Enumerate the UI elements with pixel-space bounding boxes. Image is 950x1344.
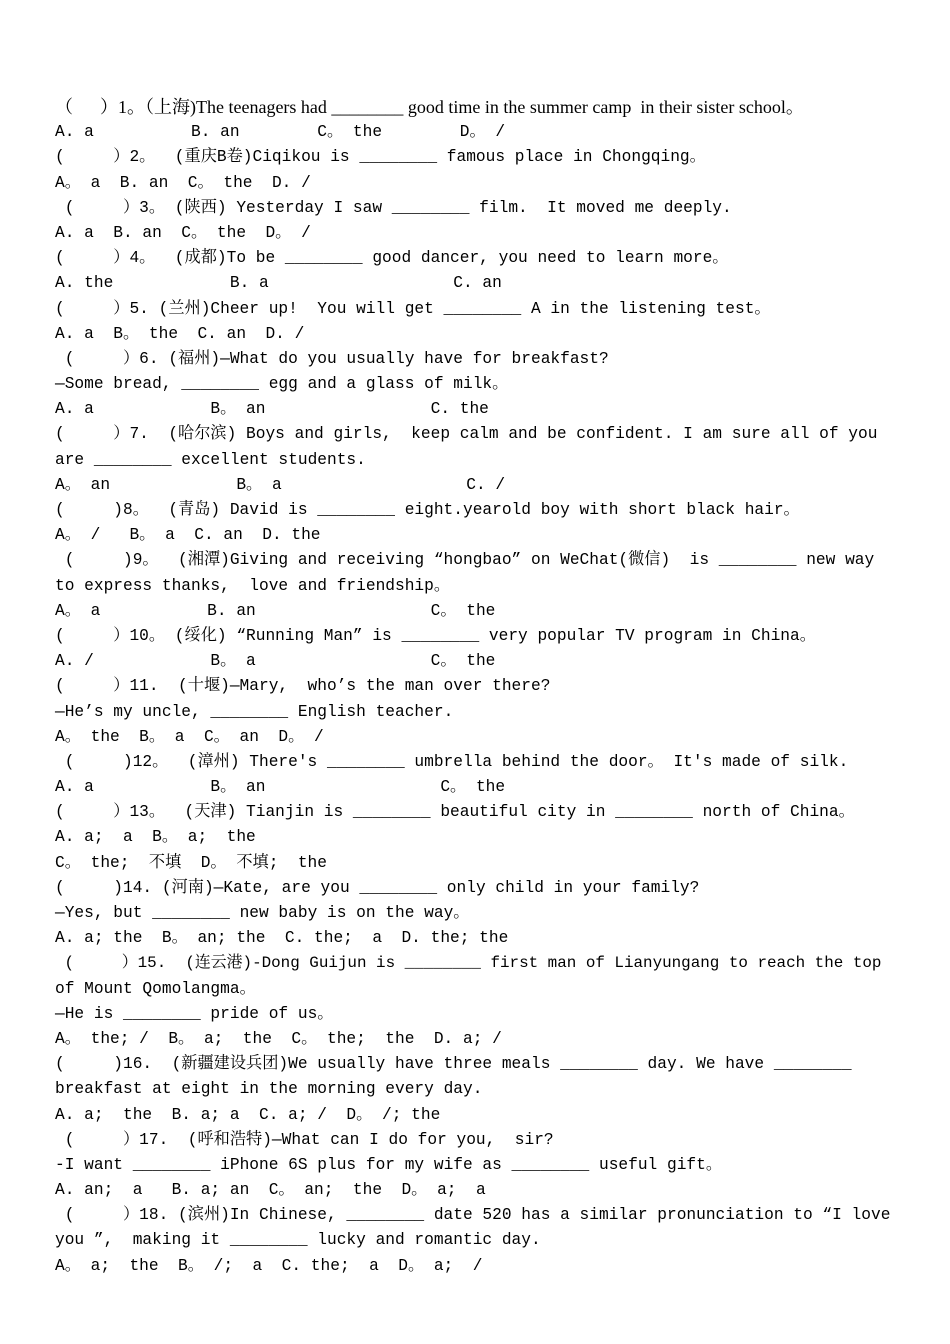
text-line: A。 a B. an C。 the	[55, 601, 496, 620]
text-line: A. an; a B. a; an C。 an; the D。 a; a	[55, 1181, 486, 1200]
text-line: are ________ excellent students.	[55, 450, 366, 469]
text-line: ( ）3。 (陕西) Yesterday I saw ________ film. It moved me deeply.	[55, 198, 732, 217]
text-line: A。 a; the B。 /; a C. the; a D。 a; /	[55, 1256, 483, 1275]
text-line: （ ）1。（上海)The teenagers had ________ good time in the summer camp in their sister school。	[55, 97, 804, 117]
text-line: ( ）15. (连云港)-Dong Guijun is ________ first man of Lianyungang to reach the top	[55, 954, 882, 973]
text-line: —Some bread, ________ egg and a glass of milk。	[55, 375, 509, 394]
text-line: ( ）4。 (成都)To be ________ good dancer, you need to learn more。	[55, 249, 729, 268]
text-line: A. / B。 a C。 the	[55, 652, 496, 671]
worksheet-page	[55, 95, 895, 1279]
text-line: A. a; a B。 a; the	[55, 828, 256, 847]
text-line: A. a B。 an C。 the	[55, 778, 506, 797]
text-line: A。 the B。 a C。 an D。 /	[55, 727, 324, 746]
text-line: ( )12。 (漳州) There's ________ umbrella behind the door。 It's made of silk.	[55, 752, 849, 771]
text-line: A. a; the B. a; a C. a; / D。 /; the	[55, 1105, 441, 1124]
text-line: A. a B。 the C. an D. /	[55, 324, 305, 343]
text-line: A. a; the B。 an; the C. the; a D. the; the	[55, 929, 509, 948]
text-line: —Yes, but ________ new baby is on the way。	[55, 904, 470, 922]
text-line: of Mount Qomolangma。	[55, 979, 256, 998]
text-line: A。 an B。 a C. /	[55, 475, 506, 494]
text-line: to express thanks, love and friendship。	[55, 576, 451, 595]
text-line: ( ）13。 (天津) Tianjin is ________ beautiful city in ________ north of China。	[55, 803, 855, 822]
text-line: —He is ________ pride of us。	[55, 1004, 334, 1023]
text-line: —He’s my uncle, ________ English teacher.	[55, 702, 454, 721]
text-line: ( ）6. (福州)—What do you usually have for breakfast?	[55, 349, 609, 368]
text-line: A. the B. a C. an	[55, 274, 502, 293]
text-line: you ”, making it ________ lucky and romantic day.	[55, 1231, 541, 1250]
text-line: -I want ________ iPhone 6S plus for my wife as ________ useful gift。	[55, 1155, 723, 1174]
text-line: ( ）5. (兰州)Cheer up! You will get ________ A in the listening test。	[55, 299, 771, 318]
text-line: ( ）17. (呼和浩特)—What can I do for you, sir?	[55, 1130, 554, 1149]
text-line: A。 / B。 a C. an D. the	[55, 526, 321, 545]
text-line: A. a B. an C。 the D。 /	[55, 123, 506, 142]
text-line: ( )9。 (湘潭)Giving and receiving “hongbao” on WeChat(微信) is ________ new way	[55, 551, 875, 570]
text-line: ( )14. (河南)—Kate, are you ________ only child in your family?	[55, 878, 700, 897]
text-line: A. a B. an C。 the D。 /	[55, 223, 311, 242]
text-line: C。 the; 不填 D。 不填; the	[55, 853, 327, 872]
text-line: ( ）2。 (重庆B卷)Ciqikou is ________ famous place in Chongqing。	[55, 148, 706, 167]
text-line: breakfast at eight in the morning every day.	[55, 1080, 483, 1099]
text-line: A. a B。 an C. the	[55, 400, 489, 419]
text-line: A。 the; / B。 a; the C。 the; the D. a; /	[55, 1029, 502, 1048]
text-line: ( )8。 (青岛) David is ________ eight.yearold boy with short black hair。	[55, 501, 800, 519]
text-line: A。 a B. an C。 the D. /	[55, 173, 311, 192]
text-line: ( ）7. (哈尔滨) Boys and girls, keep calm and be confident. I am sure all of you	[55, 425, 878, 444]
text-line: ( )16. (新疆建设兵团)We usually have three meals ________ day. We have ________	[55, 1055, 852, 1074]
text-line: ( ）10。 (绥化) “Running Man” is ________ very popular TV program in China。	[55, 626, 816, 645]
text-line: ( ）18. (滨州)In Chinese, ________ date 520 has a similar pronunciation to “I love	[55, 1206, 891, 1225]
text-line: ( ）11. (十堰)—Mary, who’s the man over there?	[55, 677, 551, 696]
